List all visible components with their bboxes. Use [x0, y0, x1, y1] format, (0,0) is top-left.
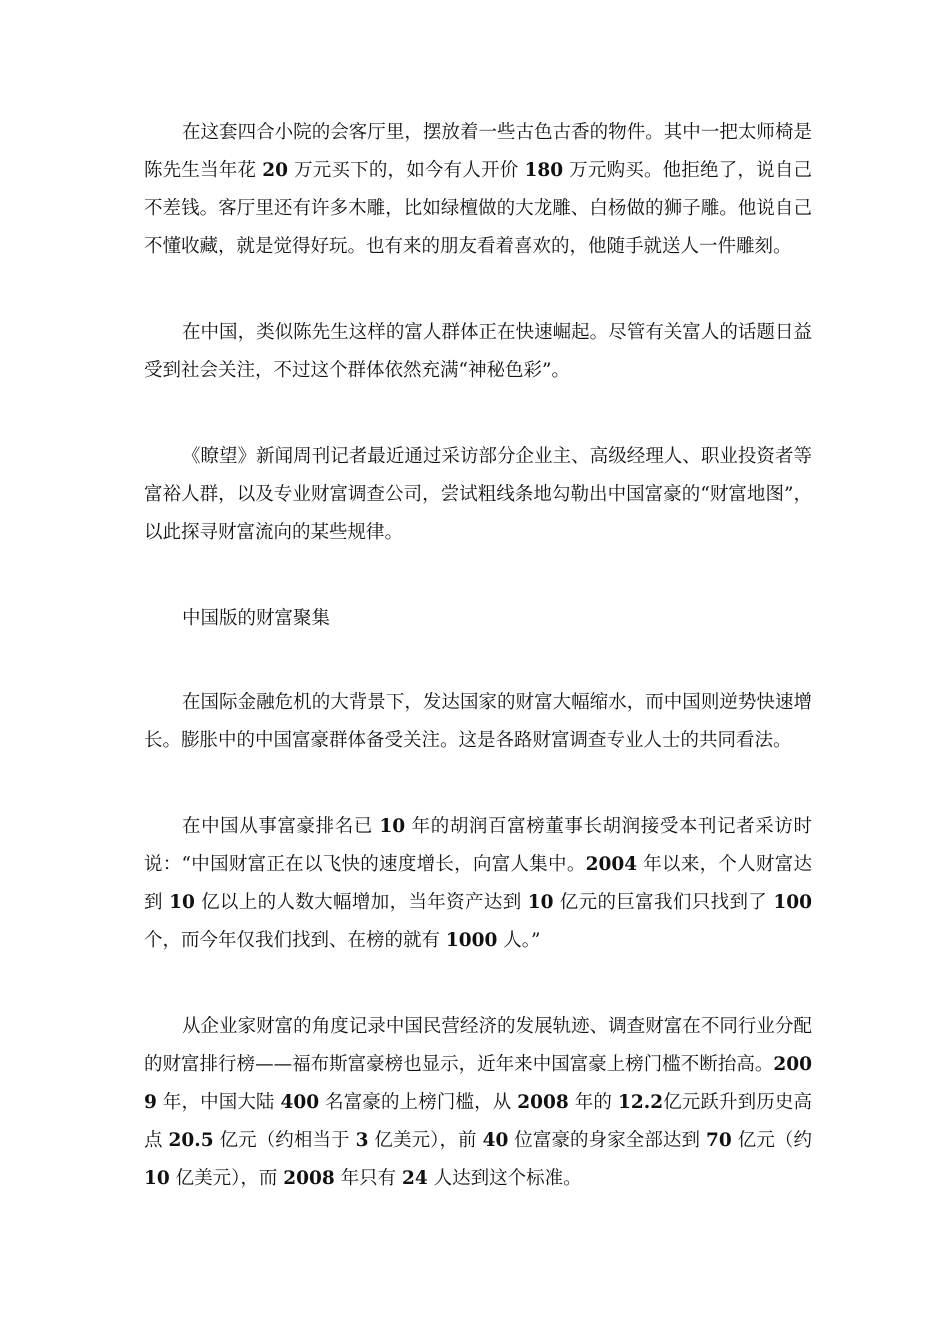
paragraph-financial-crisis: 在国际金融危机的大背景下，发达国家的财富大幅缩水，而中国则逆势快速增长。膨胀中的中国富豪群体备受关注。这是各路财富调查专业人士的共同看法。	[144, 692, 812, 751]
section-heading: 中国版的财富聚集	[182, 608, 331, 629]
paragraph-forbes: 从企业家财富的角度记录中国民营经济的发展轨迹、调查财富在不同行业分配的财富排行榜——福布斯富豪榜也显示，近年来中国富豪上榜门槛不断抬高。2009 年，中国大陆 400 名富豪的上榜门槛，从 2008 年的 12.2亿元跃升到历史高点 20.5 亿元（约相当于 3 亿美元），前 40 位富豪的身家全部达到 70 亿元（约 10 亿美元），而 2008 年只有 24 人达到这个标准。	[144, 1016, 812, 1189]
paragraph-rich-group: 在中国，类似陈先生这样的富人群体正在快速崛起。尽管有关富人的话题日益受到社会关注，不过这个群体依然充满“神秘色彩”。	[144, 322, 812, 381]
paragraph-courtyard: 在这套四合小院的会客厅里，摆放着一些古色古香的物件。其中一把太师椅是陈先生当年花 20 万元买下的，如今有人开价 180 万元购买。他拒绝了，说自己不差钱。客厅里还有许多木雕，比如绿檀做的大龙雕、白杨做的狮子雕。他说自己不懂收藏，就是觉得好玩。也有来的朋友看着喜欢的，他随手就送人一件雕刻。	[144, 122, 813, 257]
paragraph-liaowang: 《瞭望》新闻周刊记者最近通过采访部分企业主、高级经理人、职业投资者等富裕人群，以及专业财富调查公司，尝试粗线条地勾勒出中国富豪的“财富地图”，以此探寻财富流向的某些规律。	[144, 446, 812, 543]
document-page	[144, 114, 812, 1246]
paragraph-hurun: 在中国从事富豪排名已 10 年的胡润百富榜董事长胡润接受本刊记者采访时说：“中国财富正在以飞快的速度增长，向富人集中。2004 年以来，个人财富达到 10 亿以上的人数大幅增加，当年资产达到 10 亿元的巨富我们只找到了 100 个，而今年仅我们找到、在榜的就有 1000 人。”	[144, 816, 813, 951]
